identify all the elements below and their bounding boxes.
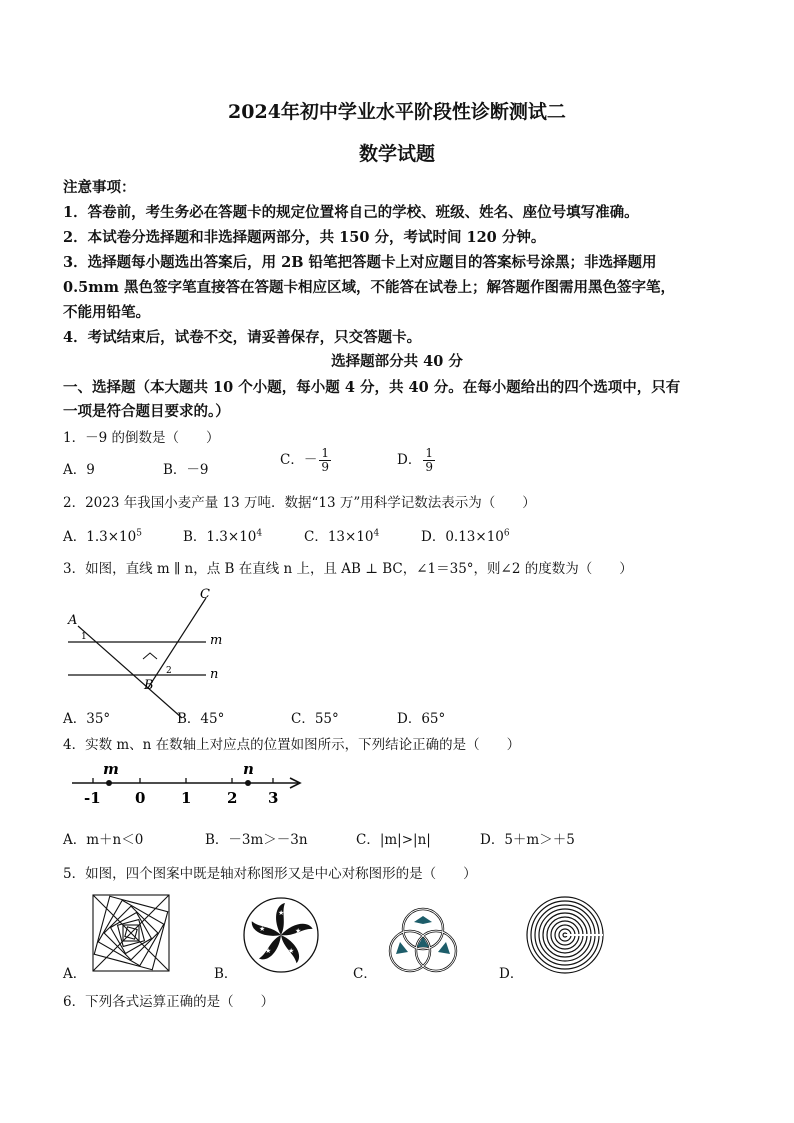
q2-d-exponent: 6 [503, 528, 510, 539]
svg-text:★: ★ [259, 925, 266, 933]
notes-item-3-line2: 0.5mm 黑色签字笔直接答在答题卡相应区域，不能答在试卷上；解答题作图需用黑色签字笔， [63, 279, 675, 296]
q3-label-a: A [68, 613, 78, 628]
q2-a-base: A．1.3×10 [63, 529, 137, 545]
q3-label-m: m [210, 633, 223, 648]
q2-b-exponent: 4 [256, 528, 263, 539]
q1-stem: 1．－9 的倒数是（ ） [63, 430, 220, 446]
q1-option-d-fraction [423, 447, 435, 474]
notes-item-2: 2．本试卷分选择题和非选择题两部分，共 150 分，考试时间 120 分钟。 [63, 229, 546, 246]
q4-number-line [62, 760, 312, 812]
q2-option-c [304, 525, 379, 545]
q1-option-b: B．－9 [163, 462, 209, 478]
notes-item-3-line1: 3．选择题每小题选出答案后，用 2B 铅笔把答题卡上对应题目的答案标号涂黑；非选择题用 [63, 254, 657, 271]
notes-item-1: 1．答卷前，考生务必在答题卡的规定位置将自己的学校、班级、姓名、座位号填写准确。 [63, 204, 639, 221]
q3-option-d: D．65° [397, 711, 446, 727]
q1-option-c-fraction [319, 447, 331, 474]
q2-b-base: B．1.3×10 [183, 529, 257, 545]
notes-heading: 注意事项： [63, 179, 136, 196]
q3-label-c: C [200, 587, 210, 602]
svg-text:★: ★ [288, 947, 295, 955]
q3-option-b: B．45° [177, 711, 225, 727]
q3-angle-1: 1 [81, 632, 87, 642]
q3-stem: 3．如图，直线 m ∥ n，点 B 在直线 n 上，且 AB ⊥ BC，∠1＝35°，则∠2 的度数为（ ） [63, 561, 633, 577]
q4-tick-label-3: 3 [268, 789, 279, 807]
q4-option-b: B．－3m＞－3n [205, 832, 308, 848]
q6-stem: 6．下列各式运算正确的是（ ） [63, 994, 275, 1010]
q3-option-c: C．55° [291, 711, 339, 727]
q2-c-exponent: 4 [373, 528, 380, 539]
q3-angle-2: 2 [166, 666, 172, 676]
q1-option-c [280, 447, 331, 474]
exam-title: 2024年初中学业水平阶段性诊断测试二 [228, 101, 566, 123]
notes-item-4: 4．考试结束后，试卷不交，请妥善保存，只交答题卡。 [63, 329, 422, 346]
q3-figure [60, 582, 240, 722]
part-heading-line2: 一项是符合题目要求的。） [63, 403, 230, 420]
section-heading: 选择题部分共 40 分 [331, 353, 463, 370]
q5-figure-c [382, 902, 464, 978]
q5-option-d: D． [499, 966, 524, 982]
exam-subtitle: 数学试题 [358, 143, 435, 165]
q5-option-a: A． [63, 966, 87, 982]
q4-label-m: m [103, 760, 119, 778]
notes-item-3-line3: 不能用铅笔。 [63, 304, 150, 321]
q2-c-base: C．13×10 [304, 529, 374, 545]
q4-tick-label-2: 2 [227, 789, 238, 807]
q1-d-denominator: 9 [425, 460, 433, 474]
q4-option-c: C．|m|>|n| [356, 832, 431, 848]
q1-option-a: A．9 [63, 462, 95, 478]
q5-figure-b [241, 895, 321, 975]
q1-option-c-prefix: C．－ [280, 452, 318, 468]
q3-label-n: n [210, 667, 219, 682]
q2-d-base: D．0.13×10 [421, 529, 504, 545]
q3-right-angle-mark [143, 653, 157, 659]
q1-option-d [397, 447, 435, 474]
q2-option-b [183, 525, 262, 545]
q1-c-denominator: 9 [321, 460, 329, 474]
svg-text:★: ★ [265, 947, 272, 955]
q4-point-n [245, 780, 251, 786]
q5-stem: 5．如图，四个图案中既是轴对称图形又是中心对称图形的是（ ） [63, 866, 477, 882]
q1-c-numerator: 1 [321, 446, 329, 460]
q4-stem: 4．实数 m、n 在数轴上对应点的位置如图所示，下列结论正确的是（ ） [63, 737, 521, 753]
q4-label-n: n [243, 760, 254, 778]
q5-figure-a [91, 893, 171, 973]
q5-option-c: C． [353, 966, 377, 982]
q4-option-d: D．5＋m＞＋5 [480, 832, 575, 848]
q2-stem: 2．2023 年我国小麦产量 13 万吨．数据“13 万”用科学记数法表示为（ ） [63, 495, 536, 511]
svg-text:★: ★ [278, 909, 285, 917]
q5-figure-d [525, 895, 605, 975]
svg-text:★: ★ [295, 927, 302, 935]
q3-label-b: B [144, 678, 154, 693]
q2-option-d [421, 525, 510, 545]
q1-d-numerator: 1 [425, 446, 433, 460]
q4-point-m [106, 780, 112, 786]
q2-option-a [63, 525, 142, 545]
q5-option-b: B． [214, 966, 238, 982]
q2-a-exponent: 5 [136, 528, 142, 539]
q3-option-a: A．35° [63, 711, 111, 727]
q4-tick-label-0: 0 [135, 789, 146, 807]
q1-option-d-prefix: D． [397, 452, 422, 468]
q4-tick-label-neg1: -1 [84, 789, 101, 807]
q4-tick-label-1: 1 [181, 789, 192, 807]
part-heading-line1: 一、选择题（本大题共 10 个小题，每小题 4 分，共 40 分。在每小题给出的四个选项中，只有 [63, 379, 681, 396]
q4-option-a: A．m＋n＜0 [63, 832, 144, 848]
